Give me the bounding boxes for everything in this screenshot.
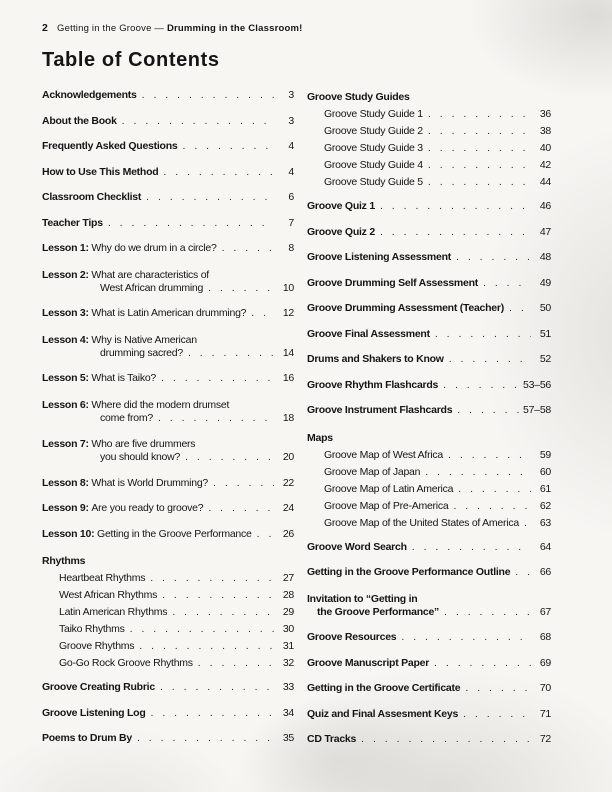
entry-label: Quiz and Final Assesment Keys [307,707,459,720]
dot-leader [444,606,531,619]
entry-label: Poems to Drum By [42,732,132,744]
toc-block [307,733,551,746]
entry-label: Groove Listening Assessment [307,251,451,263]
toc-entry-row [307,251,551,264]
dot-leader [182,140,274,153]
toc-entry-row [42,217,294,230]
dot-leader [257,528,274,541]
entry-label: drumming sacred? [100,346,183,359]
entry-page-number: 4 [288,165,294,178]
dot-leader [122,115,274,128]
lesson-number: Lesson 10: [42,527,95,540]
toc-entry-row [42,372,294,385]
toc-block [42,115,294,128]
entry-label: Classroom Checklist [42,191,142,203]
dot-leader [158,412,274,425]
toc-entry-row [307,631,551,644]
entry-page-number: 66 [539,566,551,578]
toc-block [307,200,551,213]
entry-page-number: 71 [539,707,551,720]
entry-page-number: 12 [282,307,294,319]
entry-label: Latin American Rhythms [59,606,168,618]
section-items [307,447,551,532]
toc-entry-row [324,157,551,174]
dot-leader [185,451,274,464]
dot-leader [161,372,274,385]
entry-page-number: 38 [539,125,551,137]
toc-block [307,631,551,644]
entry-label: What is Latin American drumming? [88,307,247,319]
toc-block [307,353,551,366]
dot-leader [162,587,274,604]
toc-entry-row [307,592,551,606]
toc-columns [42,89,549,759]
entry-label: the Groove Performance” [317,605,440,618]
entry-page-number: 50 [539,302,551,314]
entry-page-number: 53–56 [523,378,551,391]
entry-label: Acknowledgements [42,89,137,101]
entry-page-number: 6 [288,191,294,203]
entry-label: West African Rhythms [59,589,158,601]
entry-page-number: 46 [539,200,551,212]
entry-label: Groove Rhythm Flashcards [307,378,439,391]
dot-leader [434,657,531,670]
entry-label: Go-Go Rock Groove Rhythms [59,657,193,669]
toc-entry-row [42,528,294,541]
dot-leader [457,404,520,417]
entry-page-number: 36 [539,108,551,120]
toc-entry-row [42,89,294,102]
entry-page-number: 28 [282,589,294,601]
lesson-number: Lesson 7: [42,438,89,450]
toc-block [42,268,294,295]
toc-entry-row [59,604,294,621]
entry-label: Why do we drum in a circle? [88,242,217,254]
toc-entry-row [307,708,551,721]
toc-block [307,566,551,579]
dot-leader [453,498,531,515]
section-items [307,106,551,191]
entry-label: What are characteristics of [88,268,209,281]
toc-entry-row [307,566,551,579]
entry-label: come from? [100,411,153,424]
entry-label: Groove Instrument Flashcards [307,404,453,416]
entry-label: Getting in the Groove Certificate [307,682,461,694]
entry-page-number: 67 [539,605,551,618]
dot-leader [428,174,531,191]
lesson-number: Lesson 4: [42,333,89,346]
entry-label: Who are five drummers [88,438,196,450]
toc-entry-row [59,587,294,604]
entry-page-number: 60 [539,465,551,478]
entry-label: Invitation to “Getting in [307,592,418,605]
entry-label: Frequently Asked Questions [42,140,178,152]
entry-page-number: 20 [282,451,294,463]
entry-page-number: 42 [539,159,551,171]
toc-block [307,657,551,670]
entry-page-number: 7 [288,216,294,229]
section-heading: Maps [307,431,333,444]
toc-entry-row [42,732,294,745]
toc-block [307,430,551,532]
dot-leader [137,732,274,745]
entry-page-number: 64 [539,540,551,553]
entry-label: Groove Study Guide 2 [324,125,423,137]
entry-page-number: 29 [282,606,294,618]
dot-leader [198,655,274,672]
entry-page-number: 40 [539,142,551,154]
toc-entry-row [324,140,551,157]
entry-label: Groove Study Guide 1 [324,108,423,120]
toc-entry-row [307,277,551,290]
toc-entry-row [42,437,294,451]
toc-block [42,477,294,490]
dot-leader [222,242,274,255]
toc-block [42,191,294,204]
entry-page-number: 61 [539,482,551,495]
toc-entry-row [307,682,551,695]
entry-label: Groove Study Guide 4 [324,159,423,171]
dot-leader [380,226,531,239]
toc-entry-row [307,379,551,392]
dot-leader [151,707,274,720]
entry-page-number: 26 [282,527,294,540]
toc-entry-row [324,464,551,481]
entry-label: Groove Map of West Africa [324,448,444,461]
dot-leader [213,477,274,490]
toc-block [42,502,294,515]
section-heading: Groove Study Guides [307,91,410,103]
entry-page-number: 24 [282,502,294,514]
entry-label: West African drumming [100,281,204,294]
toc-entry-row [42,451,294,464]
entry-label: Getting in the Groove Performance [94,527,252,540]
toc-block [307,251,551,264]
entry-page-number: 47 [539,225,551,238]
toc-block [42,307,294,320]
toc-block [307,226,551,239]
entry-page-number: 63 [539,516,551,529]
dot-leader [139,638,274,655]
entry-page-number: 32 [282,657,294,669]
entry-page-number: 49 [539,276,551,289]
toc-entry-row [307,657,551,670]
entry-label: Groove Quiz 1 [307,200,375,212]
dot-leader [208,502,274,515]
page-title: Table of Contents [42,49,220,71]
entry-label: Are you ready to groove? [88,502,204,514]
toc-entry-row [307,404,551,417]
dot-leader [428,157,531,174]
entry-page-number: 51 [539,327,551,340]
toc-block [307,541,551,554]
dot-leader [130,621,274,638]
toc-block [307,379,551,392]
entry-page-number: 48 [539,251,551,263]
entry-label: About the Book [42,114,117,127]
lesson-number: Lesson 9: [42,502,89,514]
dot-leader [188,347,274,360]
dot-leader [515,566,531,579]
dot-leader [208,282,274,295]
toc-block [42,372,294,385]
toc-entry-row [324,106,551,123]
entry-label: you should know? [100,451,181,463]
toc-block [307,328,551,341]
toc-entry-row [324,174,551,191]
toc-entry-row [307,226,551,239]
toc-entry-row [42,707,294,720]
lesson-number: Lesson 3: [42,307,89,319]
toc-block [42,681,294,694]
entry-label: Groove Resources [307,631,397,643]
toc-entry-row [42,191,294,204]
toc-block [42,707,294,720]
toc-entry-row [42,502,294,515]
dot-leader [361,733,531,746]
toc-entry-row [42,307,294,320]
dot-leader [463,708,531,721]
header-book-title: Getting in the Groove — Drumming in the Classroom! [57,23,303,34]
toc-entry-row [324,447,551,464]
entry-page-number: 35 [282,732,294,744]
toc-block [42,398,294,425]
toc-entry-row [324,481,551,498]
entry-label: Drums and Shakers to Know [307,353,444,365]
toc-entry-row [307,733,551,746]
lesson-number: Lesson 8: [42,476,89,489]
entry-label: Groove Map of the United States of America [324,516,519,529]
entry-page-number: 16 [282,372,294,384]
entry-label: Teacher Tips [42,216,103,229]
toc-entry-row [42,282,294,295]
entry-page-number: 69 [539,656,551,669]
lesson-number: Lesson 2: [42,268,89,281]
toc-entry-row [307,302,551,315]
entry-label: Groove Rhythms [59,640,135,652]
toc-entry-row [42,681,294,694]
toc-block [307,277,551,290]
toc-entry-row [42,166,294,179]
toc-block [42,140,294,153]
dot-leader [428,123,531,140]
toc-entry-row [42,398,294,412]
entry-label: Getting in the Groove Performance Outline [307,566,511,578]
toc-entry-row [307,328,551,341]
entry-label: Groove Manuscript Paper [307,656,430,669]
running-header [42,22,549,34]
toc-block [42,89,294,102]
toc-block [42,166,294,179]
toc-entry-row [59,570,294,587]
entry-label: Why is Native American [88,333,197,346]
entry-label: Groove Study Guide 3 [324,142,423,154]
entry-label: What is Taiko? [88,372,157,384]
toc-entry-row [307,541,551,554]
toc-block [42,242,294,255]
lesson-number: Lesson 5: [42,372,89,384]
entry-page-number: 4 [288,140,294,152]
dot-leader [146,191,274,204]
toc-block [307,708,551,721]
entry-label: Groove Map of Latin America [324,482,454,495]
dot-leader [443,379,520,392]
toc-entry-row [42,347,294,360]
lesson-number: Lesson 6: [42,398,89,411]
dot-leader [428,140,531,157]
entry-page-number: 68 [539,631,551,643]
entry-page-number: 70 [539,682,551,694]
entry-page-number: 52 [539,353,551,365]
dot-leader [448,447,531,464]
entry-page-number: 3 [288,89,294,101]
header-book-subtitle: Drumming in the Classroom! [166,23,303,34]
dot-leader [142,89,274,102]
toc-entry-row [42,140,294,153]
toc-block [307,302,551,315]
entry-label: Groove Drumming Assessment (Teacher) [307,302,504,314]
entry-page-number: 72 [539,733,551,745]
toc-entry-row [59,655,294,672]
dot-leader [150,570,274,587]
entry-page-number: 57–58 [523,404,551,416]
toc-block [42,333,294,360]
entry-label: Groove Final Assessment [307,327,430,340]
toc-entry-row [42,268,294,282]
toc-entry-row [42,412,294,425]
toc-entry-row [307,200,551,213]
toc-block [307,404,551,417]
dot-leader [108,217,274,230]
entry-page-number: 59 [539,448,551,461]
toc-block [42,528,294,541]
dot-leader [458,481,531,498]
entry-page-number: 31 [282,640,294,652]
toc-entry-row [324,498,551,515]
entry-page-number: 8 [288,242,294,254]
entry-label: Where did the modern drumset [88,398,230,411]
entry-label: Heartbeat Rhythms [59,572,146,584]
entry-label: Groove Listening Log [42,706,146,719]
entry-page-number: 3 [288,114,294,127]
toc-entry-row [307,353,551,366]
entry-page-number: 44 [539,176,551,188]
entry-label: Groove Study Guide 5 [324,176,423,188]
dot-leader [428,106,531,123]
dot-leader [425,464,531,481]
entry-label: Taiko Rhythms [59,623,125,635]
entry-label: Groove Word Search [307,540,407,553]
entry-label: What is World Drumming? [88,476,209,489]
dot-leader [465,682,531,695]
header-page-number: 2 [42,22,49,34]
toc-column-right [307,89,551,759]
dot-leader [380,200,531,213]
toc-entry-row [42,477,294,490]
dot-leader [435,328,531,341]
section-items [42,570,294,672]
toc-block [42,437,294,464]
toc-entry-row [324,123,551,140]
toc-block [307,682,551,695]
entry-label: CD Tracks [307,733,357,745]
entry-label: Groove Quiz 2 [307,225,375,238]
toc-block [42,553,294,672]
entry-page-number: 27 [282,572,294,584]
dot-leader [401,631,531,644]
entry-page-number: 22 [282,476,294,489]
entry-page-number: 14 [282,346,294,359]
lesson-number: Lesson 1: [42,242,89,254]
toc-entry-row [42,333,294,347]
entry-page-number: 62 [539,499,551,512]
entry-label: Groove Drumming Self Assessment [307,276,478,289]
entry-page-number: 10 [282,281,294,294]
dot-leader [160,681,274,694]
entry-page-number: 33 [282,681,294,693]
toc-block [42,732,294,745]
toc-entry-row [59,638,294,655]
dot-leader [412,541,531,554]
entry-page-number: 18 [282,411,294,424]
toc-entry-row [59,621,294,638]
section-heading: Rhythms [42,555,86,567]
entry-label: Groove Map of Pre-America [324,499,449,512]
entry-page-number: 34 [282,706,294,719]
toc-entry-row [307,606,551,619]
toc-block [42,217,294,230]
toc-block [307,89,551,191]
toc-entry-row [42,115,294,128]
entry-label: Groove Creating Rubric [42,681,155,693]
dot-leader [449,353,531,366]
dot-leader [483,277,531,290]
entry-label: How to Use This Method [42,165,159,178]
dot-leader [251,307,274,320]
dot-leader [456,251,531,264]
dot-leader [172,604,274,621]
entry-label: Groove Map of Japan [324,465,421,478]
entry-page-number: 30 [282,623,294,635]
toc-column-left [42,89,294,759]
toc-entry-row [42,242,294,255]
toc-entry-row [324,515,551,532]
dot-leader [524,515,531,532]
dot-leader [163,166,274,179]
toc-block [307,592,551,619]
dot-leader [509,302,531,315]
